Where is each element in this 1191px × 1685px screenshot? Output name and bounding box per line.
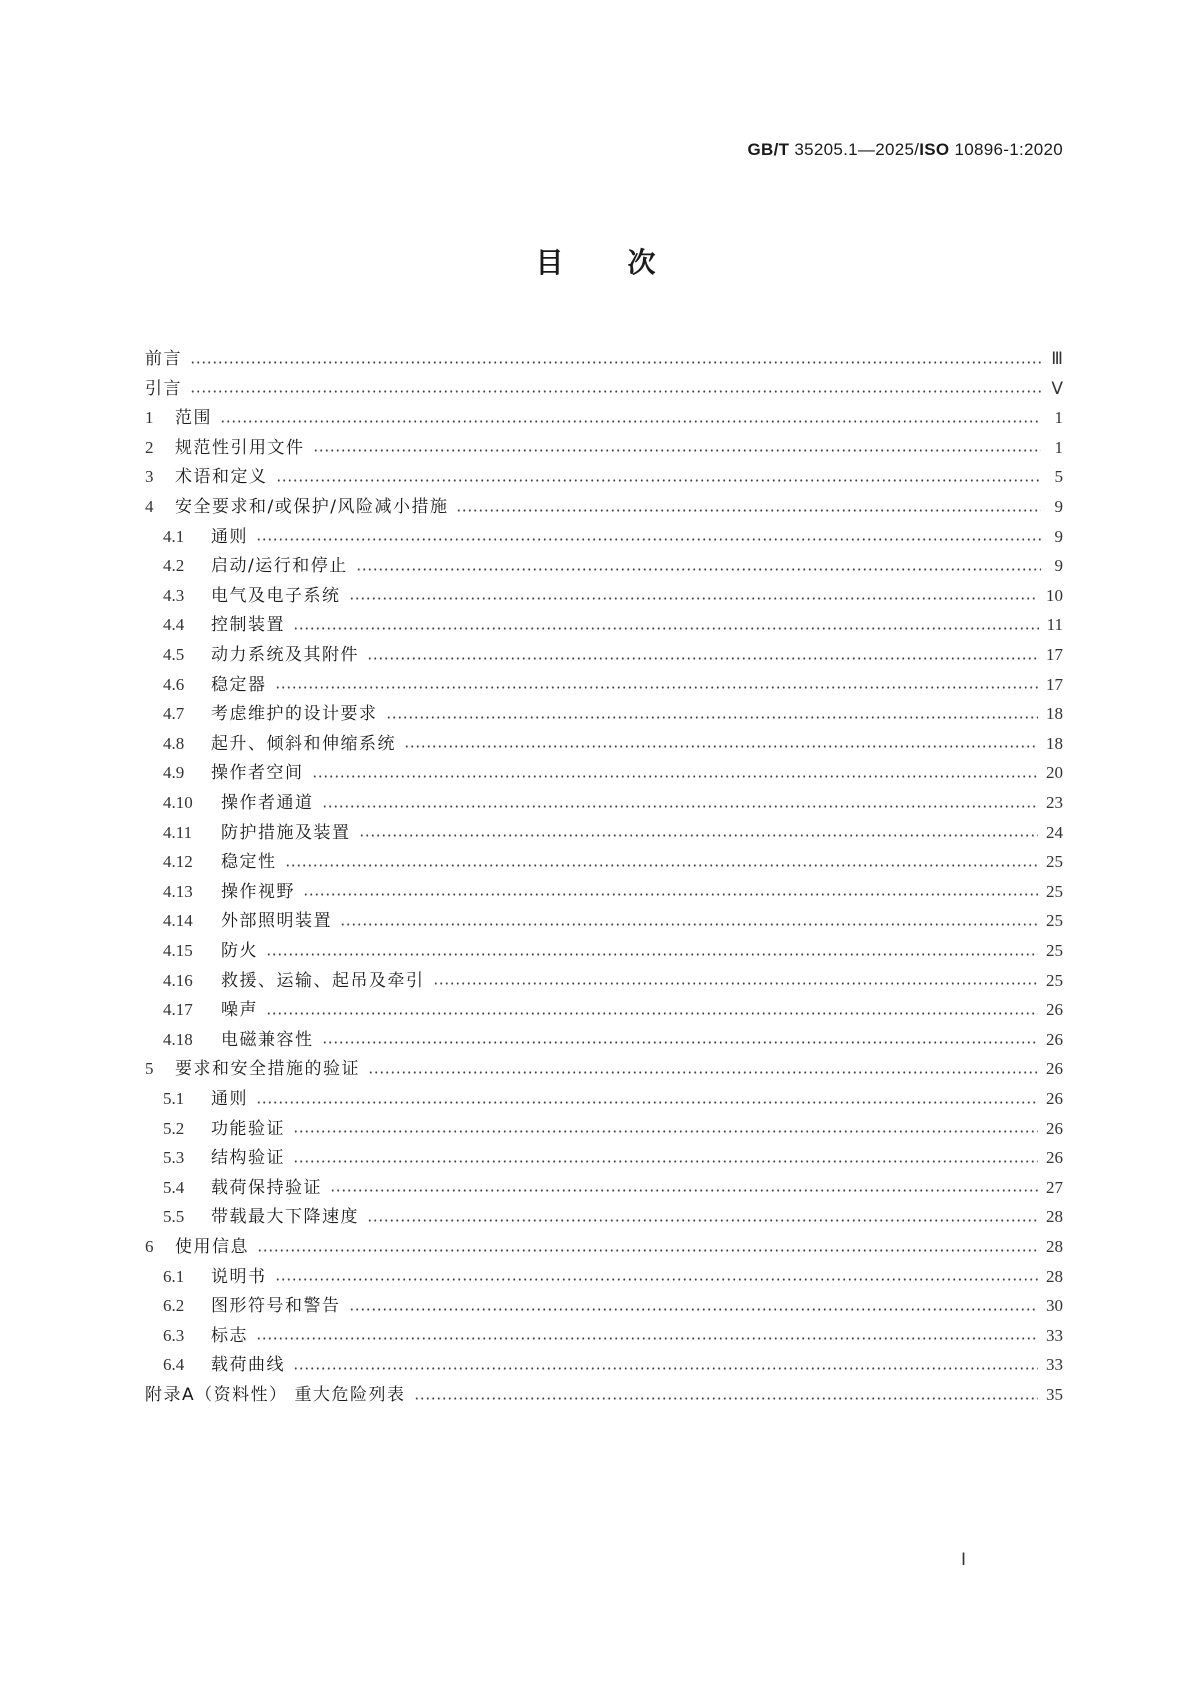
toc-entry[interactable] bbox=[163, 702, 1063, 726]
toc-entry-label: 电气及电子系统 bbox=[211, 585, 341, 606]
toc-entry[interactable] bbox=[145, 347, 1063, 371]
toc-entry-page: 23 bbox=[1046, 793, 1063, 812]
toc-entry-number: 4.9 bbox=[163, 763, 185, 783]
toc-entry-page: 30 bbox=[1046, 1296, 1063, 1316]
toc-entry-number: 4.5 bbox=[163, 645, 185, 664]
toc-entry[interactable] bbox=[163, 525, 1063, 549]
toc-dot-leader bbox=[359, 834, 1039, 837]
toc-entry-page: Ⅲ bbox=[1051, 349, 1063, 368]
toc-dot-leader bbox=[190, 361, 1041, 364]
toc-entry-page: 25 bbox=[1046, 941, 1063, 960]
toc-entry[interactable] bbox=[163, 613, 1063, 637]
standard-code bbox=[748, 140, 1064, 160]
toc-entry[interactable] bbox=[163, 554, 1063, 578]
toc-entry-label: 噪声 bbox=[221, 1000, 258, 1021]
toc-entry-page: 25 bbox=[1046, 881, 1063, 901]
toc-entry-number: 4.6 bbox=[163, 674, 185, 694]
toc-entry-page: 28 bbox=[1046, 1266, 1063, 1286]
toc-dot-leader bbox=[456, 509, 1041, 512]
toc-dot-leader bbox=[367, 1219, 1038, 1222]
toc-entry[interactable] bbox=[145, 377, 1063, 401]
toc-entry[interactable] bbox=[163, 939, 1063, 963]
toc-entry-label: 稳定器 bbox=[211, 674, 267, 695]
toc-dot-leader bbox=[349, 1308, 1039, 1311]
toc-dot-leader bbox=[275, 1278, 1039, 1281]
toc-entry-label: 载荷保持验证 bbox=[211, 1177, 322, 1198]
toc-entry-page: 1 bbox=[1054, 408, 1063, 428]
toc-entry-page: 26 bbox=[1046, 1000, 1063, 1020]
toc-entry-label: 术语和定义 bbox=[175, 467, 268, 488]
toc-dot-leader bbox=[367, 657, 1038, 660]
toc-entry-page: 26 bbox=[1046, 1029, 1063, 1049]
toc-entry-page: 33 bbox=[1046, 1325, 1063, 1345]
toc-entry-label: 带载最大下降速度 bbox=[211, 1207, 359, 1228]
toc-entry-page: 17 bbox=[1046, 674, 1063, 694]
toc-entry-number: 6.4 bbox=[163, 1355, 185, 1375]
toc-entry[interactable] bbox=[145, 1057, 1063, 1081]
toc-entry-number: 4.4 bbox=[163, 615, 185, 635]
toc-entry-number: 3 bbox=[145, 467, 154, 487]
toc-entry-page: 18 bbox=[1046, 733, 1063, 753]
toc-dot-leader bbox=[330, 1189, 1038, 1192]
toc-entry[interactable] bbox=[163, 821, 1063, 845]
toc-dot-leader bbox=[276, 479, 1042, 482]
toc-entry-label: 救援、运输、起吊及牵引 bbox=[221, 970, 425, 991]
toc-entry-label: 前言 bbox=[145, 349, 182, 369]
toc-entry[interactable] bbox=[163, 1117, 1063, 1141]
toc-entry-number: 4.12 bbox=[163, 852, 193, 872]
toc-entry-page: 24 bbox=[1046, 822, 1063, 842]
toc-entry-label: 功能验证 bbox=[211, 1118, 285, 1139]
toc-dot-leader bbox=[293, 1130, 1038, 1133]
toc-entry-page: 26 bbox=[1046, 1089, 1063, 1108]
toc-entry-number: 4 bbox=[145, 497, 154, 516]
toc-entry-number: 4.7 bbox=[163, 704, 185, 724]
toc-entry-label: 使用信息 bbox=[175, 1237, 249, 1257]
toc-entry-number: 1 bbox=[145, 408, 154, 428]
toc-dot-leader bbox=[322, 805, 1039, 808]
toc-entry-label: 附录A（资料性） 重大危险列表 bbox=[145, 1385, 406, 1405]
toc-entry-label: 稳定性 bbox=[221, 852, 277, 873]
toc-entry[interactable] bbox=[145, 1235, 1063, 1259]
toc-entry-number: 6 bbox=[145, 1237, 154, 1256]
toc-entry-label: 外部照明装置 bbox=[221, 911, 332, 932]
toc-dot-leader bbox=[293, 1160, 1038, 1163]
toc-dot-leader bbox=[313, 449, 1042, 452]
toc-entry-number: 4.10 bbox=[163, 793, 193, 812]
toc-dot-leader bbox=[293, 1367, 1038, 1370]
toc-entry-page: 17 bbox=[1046, 645, 1063, 664]
toc-entry-number: 4.11 bbox=[163, 822, 193, 842]
toc-entry-number: 6.2 bbox=[163, 1296, 185, 1316]
std-number: 35205.1—2025/ bbox=[794, 140, 920, 159]
toc-entry-page: 5 bbox=[1054, 467, 1063, 487]
toc-dot-leader bbox=[285, 864, 1039, 867]
toc-dot-leader bbox=[275, 686, 1039, 689]
toc-dot-leader bbox=[414, 1397, 1038, 1400]
toc-entry[interactable] bbox=[145, 406, 1063, 430]
toc-entry-label: 载荷曲线 bbox=[211, 1355, 285, 1376]
toc-dot-leader bbox=[368, 1071, 1038, 1074]
toc-dot-leader bbox=[220, 420, 1041, 423]
toc-entry-page: 9 bbox=[1054, 526, 1063, 546]
toc-entry[interactable] bbox=[163, 643, 1063, 667]
toc-entry-number: 2 bbox=[145, 437, 154, 457]
toc-dot-leader bbox=[266, 953, 1038, 956]
toc-entry-label: 考虑维护的设计要求 bbox=[211, 704, 378, 725]
toc-entry[interactable] bbox=[145, 495, 1063, 519]
toc-entry-label: 通则 bbox=[211, 1089, 248, 1109]
toc-entry-number: 4.18 bbox=[163, 1029, 193, 1049]
toc-dot-leader bbox=[303, 893, 1038, 896]
toc-entry-number: 4.15 bbox=[163, 941, 193, 960]
toc-entry-page: 9 bbox=[1054, 497, 1063, 516]
toc-entry-number: 4.3 bbox=[163, 585, 185, 605]
toc-entry-number: 4.8 bbox=[163, 733, 185, 753]
toc-dot-leader bbox=[404, 745, 1038, 748]
toc-entry[interactable] bbox=[163, 1176, 1063, 1200]
toc-entry-label: 图形符号和警告 bbox=[211, 1296, 341, 1317]
toc-entry[interactable] bbox=[163, 1146, 1063, 1170]
toc-entry-label: 要求和安全措施的验证 bbox=[175, 1059, 360, 1080]
toc-entry-label: 电磁兼容性 bbox=[221, 1029, 314, 1050]
toc-entry-page: 25 bbox=[1046, 911, 1063, 931]
toc-entry-page: 20 bbox=[1046, 763, 1063, 783]
toc-entry[interactable] bbox=[163, 1324, 1063, 1348]
toc-entry-number: 4.14 bbox=[163, 911, 193, 931]
toc-entry-page: 25 bbox=[1046, 970, 1063, 990]
toc-entry-page: 9 bbox=[1054, 556, 1063, 576]
toc-dot-leader bbox=[190, 390, 1041, 393]
toc-entry-label: 引言 bbox=[145, 378, 182, 399]
toc-entry[interactable] bbox=[163, 969, 1063, 993]
toc-entry-number: 6.3 bbox=[163, 1325, 185, 1345]
toc-entry-label: 结构验证 bbox=[211, 1148, 285, 1169]
toc-entry-page: 28 bbox=[1046, 1207, 1063, 1227]
toc-entry[interactable] bbox=[163, 1205, 1063, 1229]
toc-entry-number: 5.5 bbox=[163, 1207, 185, 1227]
toc-entry-label: 控制装置 bbox=[211, 615, 285, 636]
toc-entry-label: 安全要求和/或保护/风险减小措施 bbox=[175, 497, 449, 517]
toc-entry-label: 防护措施及装置 bbox=[221, 822, 351, 843]
toc-entry-number: 5.1 bbox=[163, 1089, 185, 1108]
toc-entry-number: 5.4 bbox=[163, 1177, 185, 1197]
toc-entry[interactable] bbox=[163, 673, 1063, 697]
toc-dot-leader bbox=[349, 597, 1039, 600]
toc-entry-label: 操作者空间 bbox=[211, 763, 304, 784]
toc-entry[interactable] bbox=[145, 1383, 1063, 1407]
toc-entry[interactable] bbox=[163, 1294, 1063, 1318]
toc-entry[interactable] bbox=[163, 850, 1063, 874]
toc-dot-leader bbox=[433, 982, 1039, 985]
toc-entry-page: 26 bbox=[1046, 1118, 1063, 1138]
toc-entry-page: 1 bbox=[1054, 437, 1063, 457]
toc-dot-leader bbox=[312, 775, 1039, 778]
toc-entry-label: 范围 bbox=[175, 408, 212, 429]
toc-dot-leader bbox=[257, 1249, 1038, 1252]
toc-dot-leader bbox=[256, 538, 1041, 541]
toc-entry-number: 5.3 bbox=[163, 1148, 185, 1168]
toc-entry-label: 通则 bbox=[211, 526, 248, 547]
toc-entry[interactable] bbox=[145, 465, 1063, 489]
toc-entry-number: 5.2 bbox=[163, 1118, 185, 1138]
toc-entry-label: 操作视野 bbox=[221, 881, 295, 902]
toc-entry[interactable] bbox=[163, 1265, 1063, 1289]
toc-dot-leader bbox=[356, 568, 1041, 571]
page-folio: Ⅰ bbox=[960, 1550, 966, 1569]
toc-entry[interactable] bbox=[163, 761, 1063, 785]
std-prefix: GB/T bbox=[747, 140, 790, 159]
toc-dot-leader bbox=[266, 1012, 1038, 1015]
toc-entry[interactable] bbox=[163, 732, 1063, 756]
toc-entry-page: 11 bbox=[1046, 615, 1063, 635]
toc-entry-label: 动力系统及其附件 bbox=[211, 645, 359, 665]
toc-dot-leader bbox=[293, 627, 1039, 630]
toc-dot-leader bbox=[256, 1101, 1038, 1104]
toc-entry[interactable] bbox=[163, 584, 1063, 608]
toc-entry-label: 起升、倾斜和伸缩系统 bbox=[211, 733, 396, 754]
page-title: 目次 bbox=[535, 246, 720, 279]
toc-entry[interactable] bbox=[163, 1087, 1063, 1111]
toc-entry-page: 26 bbox=[1046, 1059, 1063, 1079]
toc-entry-number: 4.17 bbox=[163, 1000, 193, 1020]
iso-number: 10896-1:2020 bbox=[954, 140, 1063, 159]
toc-entry-label: 标志 bbox=[211, 1325, 248, 1346]
toc-entry-number: 4.16 bbox=[163, 970, 193, 990]
toc-entry-page: 28 bbox=[1046, 1237, 1063, 1256]
toc-dot-leader bbox=[256, 1337, 1038, 1340]
toc-entry-number: 4.13 bbox=[163, 881, 193, 901]
toc-entry-label: 说明书 bbox=[211, 1266, 267, 1287]
toc-entry[interactable] bbox=[163, 998, 1063, 1022]
toc-entry[interactable] bbox=[163, 1353, 1063, 1377]
toc-dot-leader bbox=[386, 716, 1039, 719]
toc-entry-page: 10 bbox=[1046, 585, 1063, 605]
toc-entry-page: 26 bbox=[1046, 1148, 1063, 1168]
toc-entry-label: 启动/运行和停止 bbox=[211, 556, 348, 577]
toc-dot-leader bbox=[340, 923, 1038, 926]
toc-entry-label: 操作者通道 bbox=[221, 793, 314, 813]
toc-entry-label: 防火 bbox=[221, 941, 258, 961]
iso-prefix: ISO bbox=[919, 140, 950, 159]
toc-entry-number: 6.1 bbox=[163, 1266, 185, 1286]
toc-entry-number: 4.2 bbox=[163, 556, 185, 576]
toc-entry-label: 规范性引用文件 bbox=[175, 437, 305, 458]
toc-entry[interactable] bbox=[163, 791, 1063, 815]
toc-entry-page: 25 bbox=[1046, 852, 1063, 872]
toc-entry[interactable] bbox=[163, 909, 1063, 933]
toc-entry-number: 5 bbox=[145, 1059, 154, 1079]
toc-entry[interactable] bbox=[145, 436, 1063, 460]
toc-entry[interactable] bbox=[163, 880, 1063, 904]
toc-entry-page: 18 bbox=[1046, 704, 1063, 724]
toc-entry-page: 35 bbox=[1046, 1385, 1063, 1404]
toc-entry[interactable] bbox=[163, 1028, 1063, 1052]
toc-entry-number: 4.1 bbox=[163, 526, 185, 546]
toc-entry-page: 33 bbox=[1046, 1355, 1063, 1375]
toc-dot-leader bbox=[322, 1041, 1039, 1044]
toc-entry-page: Ⅴ bbox=[1051, 378, 1063, 398]
toc-entry-page: 27 bbox=[1046, 1177, 1063, 1197]
